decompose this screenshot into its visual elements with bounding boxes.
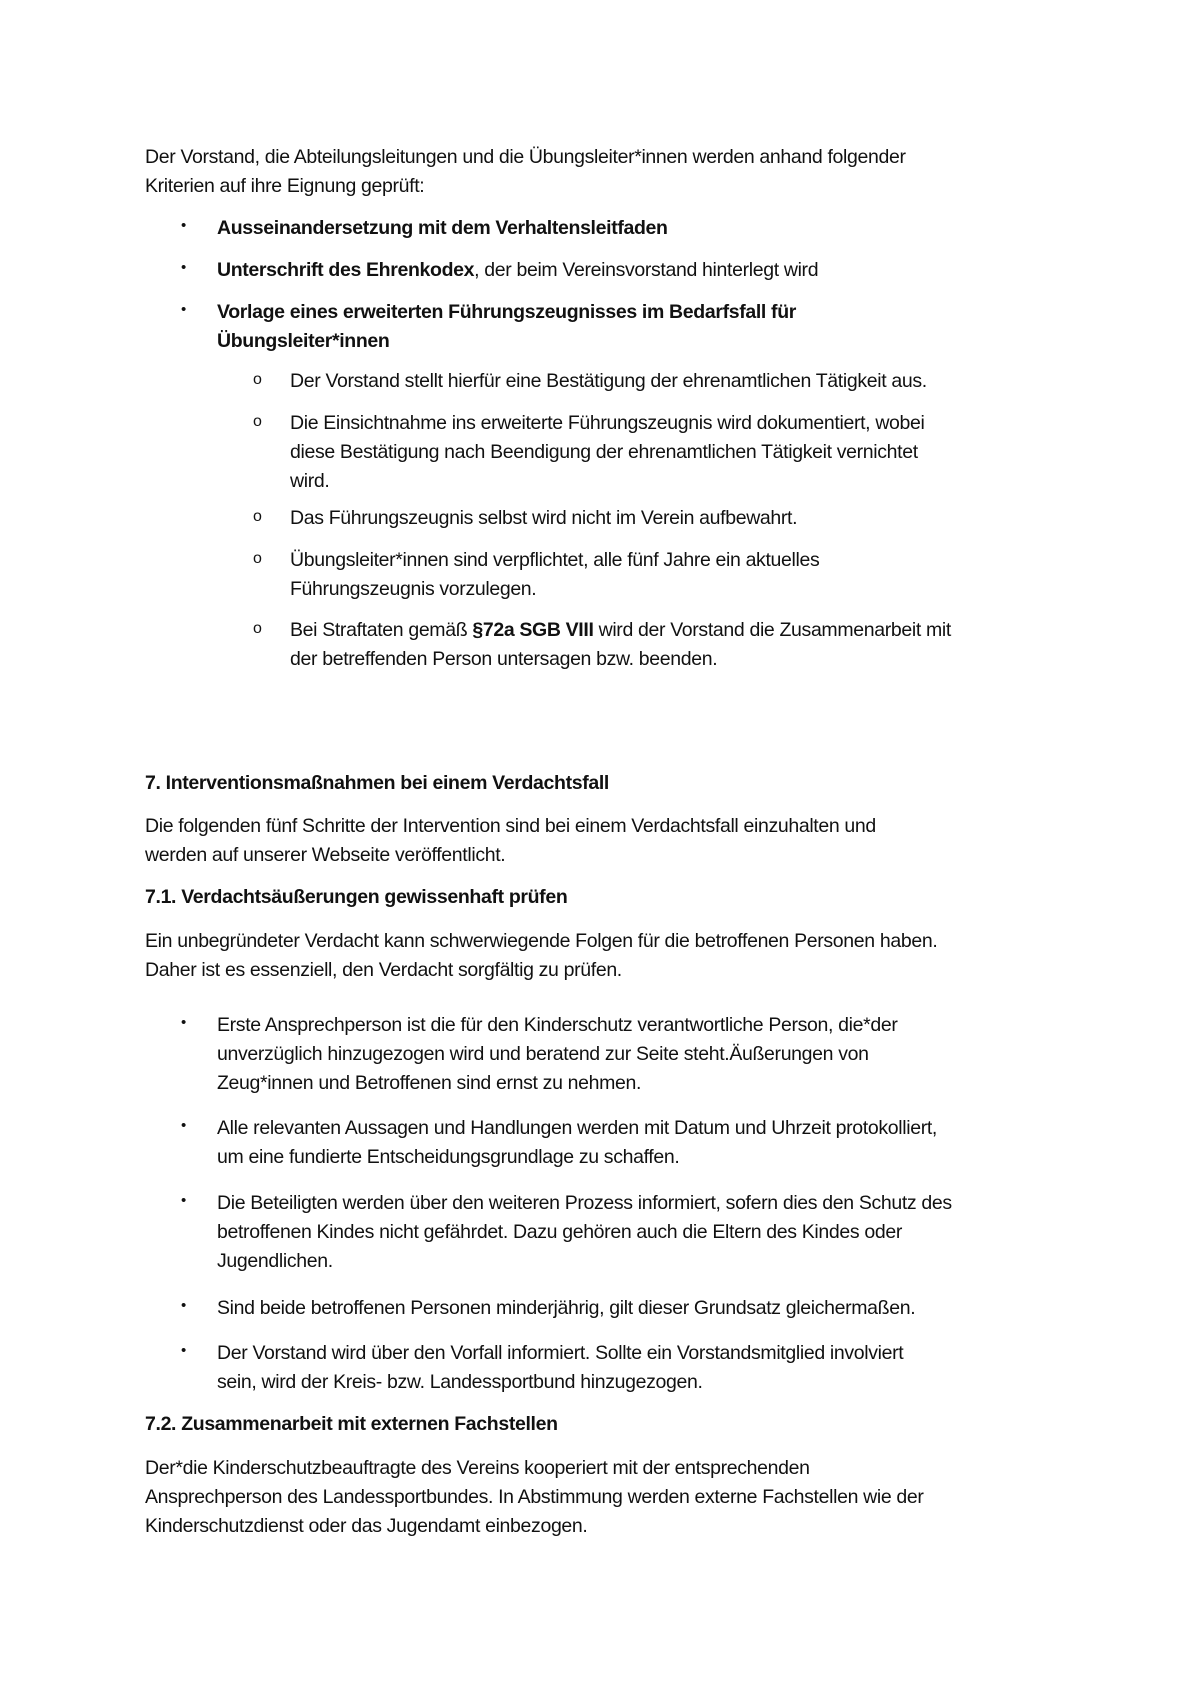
list-item-text [217, 1114, 937, 1172]
paragraph-line: Ansprechperson des Landessportbundes. In Abstimmung werden externe Fachstellen wie der [145, 1486, 924, 1508]
circle-bullet-icon: o [253, 371, 262, 388]
list-item-text [217, 1011, 898, 1098]
criterion-rest: , der beim Vereinsvorstand hinterlegt wird [474, 259, 819, 281]
intro-line: Kriterien auf ihre Eignung geprüft: [145, 175, 425, 197]
paragraph-line: Daher ist es essenziell, den Verdacht sorgfältig zu prüfen. [145, 959, 622, 981]
sub-item-text [290, 367, 927, 396]
list-item-text [217, 1294, 915, 1323]
sub-item-line: Der Vorstand stellt hierfür eine Bestätigung der ehrenamtlichen Tätigkeit aus. [290, 370, 927, 392]
list-line: Alle relevanten Aussagen und Handlungen werden mit Datum und Uhrzeit protokolliert, [217, 1117, 937, 1139]
bullet-icon: • [181, 1117, 186, 1134]
section-7-paragraph [145, 812, 876, 870]
list-line: Sind beide betroffenen Personen minderjährig, gilt dieser Grundsatz gleichermaßen. [217, 1297, 916, 1319]
sub-item-line: Das Führungszeugnis selbst wird nicht im Verein aufbewahrt. [290, 507, 798, 529]
criterion-text [217, 256, 818, 285]
sub-item-line: wird. [290, 470, 330, 492]
sub-item-line: der betreffenden Person untersagen bzw. beenden. [290, 648, 718, 670]
sub-item-text [290, 616, 951, 674]
list-line: Erste Ansprechperson ist die für den Kinderschutz verantwortliche Person, die*der [217, 1014, 898, 1036]
list-line: betroffenen Kindes nicht gefährdet. Dazu gehören auch die Eltern des Kindes oder [217, 1221, 902, 1243]
criterion-text [217, 298, 796, 356]
paragraph-line: Ein unbegründeter Verdacht kann schwerwiegende Folgen für die betroffenen Personen haben. [145, 930, 938, 952]
bullet-icon: • [181, 1342, 186, 1359]
list-line: sein, wird der Kreis- bzw. Landessportbund hinzugezogen. [217, 1371, 703, 1393]
paragraph-line: werden auf unserer Webseite veröffentlicht. [145, 844, 506, 866]
circle-bullet-icon: o [253, 620, 262, 637]
list-line: um eine fundierte Entscheidungsgrundlage zu schaffen. [217, 1146, 680, 1168]
section-7-2-paragraph [145, 1454, 924, 1541]
list-line: Jugendlichen. [217, 1250, 333, 1272]
criterion-text: Ausseinandersetzung mit dem Verhaltensleitfaden [217, 217, 668, 239]
list-item-text [217, 1339, 903, 1397]
sub-item-text [290, 546, 819, 604]
bullet-icon: • [181, 1014, 186, 1031]
paragraph-line: Der*die Kinderschutzbeauftragte des Vereins kooperiert mit der entsprechenden [145, 1457, 810, 1479]
criterion-bold: Unterschrift des Ehrenkodex [217, 259, 475, 281]
sub-item-pre: Bei Straftaten gemäß [290, 619, 473, 641]
circle-bullet-icon: o [253, 508, 262, 525]
section-7-2-heading: 7.2. Zusammenarbeit mit externen Fachstellen [145, 1413, 558, 1435]
paragraph-line: Kinderschutzdienst oder das Jugendamt einbezogen. [145, 1515, 588, 1537]
list-line: Der Vorstand wird über den Vorfall informiert. Sollte ein Vorstandsmitglied involviert [217, 1342, 904, 1364]
bullet-icon: • [181, 1297, 186, 1314]
bullet-icon: • [181, 259, 186, 276]
bullet-icon: • [181, 217, 186, 234]
sub-item-line: diese Bestätigung nach Beendigung der ehrenamtlichen Tätigkeit vernichtet [290, 441, 918, 463]
criterion-line: Übungsleiter*innen [217, 330, 390, 352]
sub-item-line [290, 616, 951, 645]
list-item-text [217, 1189, 952, 1276]
sub-item-text [290, 409, 925, 496]
section-7-1-heading: 7.1. Verdachtsäußerungen gewissenhaft prüfen [145, 886, 568, 908]
list-line: Die Beteiligten werden über den weiteren Prozess informiert, sofern dies den Schutz des [217, 1192, 952, 1214]
bullet-icon: • [181, 1192, 186, 1209]
list-line: Zeug*innen und Betroffenen sind ernst zu nehmen. [217, 1072, 642, 1094]
bullet-icon: • [181, 301, 186, 318]
circle-bullet-icon: o [253, 413, 262, 430]
sub-item-line: Die Einsichtnahme ins erweiterte Führungszeugnis wird dokumentiert, wobei [290, 412, 925, 434]
sub-item-text [290, 504, 797, 533]
circle-bullet-icon: o [253, 550, 262, 567]
criterion-line: Vorlage eines erweiterten Führungszeugnisses im Bedarfsfall für [217, 301, 797, 323]
list-line: unverzüglich hinzugezogen wird und beratend zur Seite steht.Äußerungen von [217, 1043, 869, 1065]
legal-reference: §72a SGB VIII [472, 619, 594, 641]
section-7-heading: 7. Interventionsmaßnahmen bei einem Verdachtsfall [145, 772, 609, 794]
sub-item-post: wird der Vorstand die Zusammenarbeit mit [593, 619, 951, 641]
intro-line: Der Vorstand, die Abteilungsleitungen und die Übungsleiter*innen werden anhand folgender [145, 146, 906, 168]
sub-item-line: Übungsleiter*innen sind verpflichtet, alle fünf Jahre ein aktuelles [290, 549, 820, 571]
paragraph-line: Die folgenden fünf Schritte der Intervention sind bei einem Verdachtsfall einzuhalten und [145, 815, 876, 837]
sub-item-line: Führungszeugnis vorzulegen. [290, 578, 537, 600]
section-7-1-paragraph [145, 927, 937, 985]
intro-paragraph [145, 143, 906, 201]
